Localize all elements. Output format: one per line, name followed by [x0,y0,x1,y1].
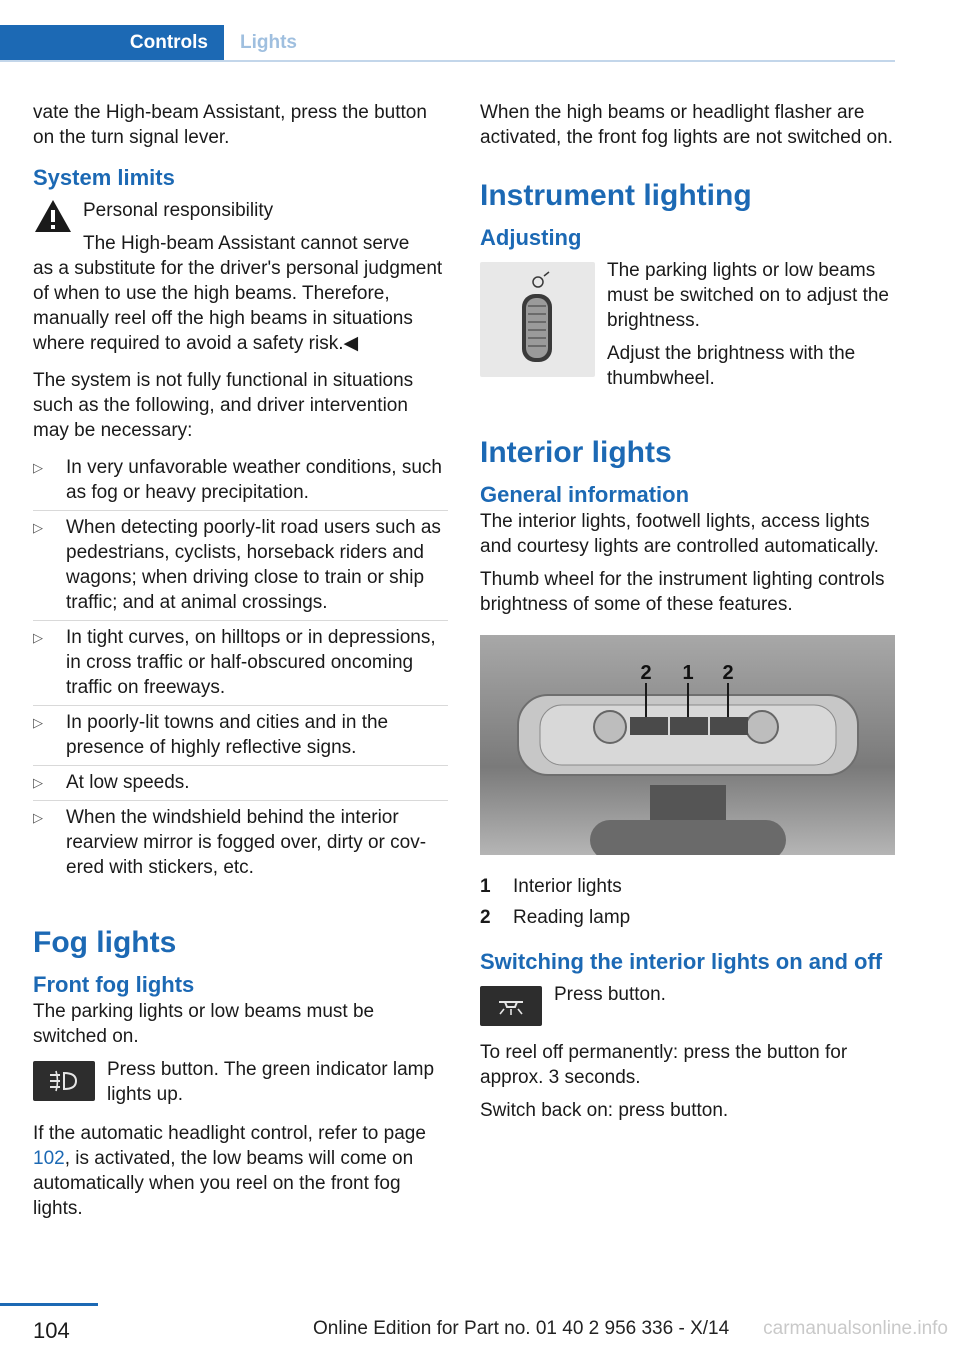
warning-block [33,198,448,356]
system-limits-heading: System limits [33,165,175,190]
page-number: 104 [33,1318,70,1343]
legend-label: Reading lamp [513,907,631,928]
list-item [33,766,448,801]
list-item [33,621,448,706]
general-text-2: Thumb wheel for the instrument lighting controls brightness of some of these features. [480,569,885,615]
general-text-1: The interior lights, footwell lights, access lights and courtesy lights are controlled automatically. [480,511,879,557]
list-item-text: In poorly-lit towns and cities and in the presence of highly reflective signs. [66,712,389,758]
header-subsection-tab[interactable]: Lights [240,32,297,53]
legend-number: 2 [480,907,491,928]
interior-lights-heading: Interior lights [480,436,672,469]
photo-callout: 1 [682,662,694,684]
fog-lights-heading: Fog lights [33,926,177,959]
switching-text: Press button. [554,984,666,1005]
auto-text-b: , is activated, the low beams will come on automatically when you reel on the front fog lights. [33,1148,414,1219]
auto-headlight-text [33,1121,448,1221]
list-item-text: In very unfavorable weather conditions, such as fog or heavy precipitation. [66,457,442,503]
warning-icon [33,198,73,234]
thumbwheel-icon [480,262,595,377]
list-item-text: When detecting poorly-lit road users such as pedestrians, cyclists, horseback riders and wagons; when driving close to train or ship traffic; and at animal crossings. [66,517,441,613]
bullet-triangle-icon: ▷ [33,630,43,645]
list-item [33,451,448,511]
left-column [33,100,448,1229]
bullet-triangle-icon: ▷ [33,810,43,825]
footer-rule [0,1303,98,1306]
limits-list [33,451,448,885]
list-item-text: In tight curves, on hilltops or in depressions, in cross traffic or half-obscured oncoming traffic on freeways. [66,627,436,698]
high-beam-text: When the high beams or headlight flasher are activated, the front fog lights are not switched on. [480,102,893,148]
right-column [480,100,895,1131]
adjusting-heading: Adjusting [480,225,582,250]
legend-label: Interior lights [513,876,622,897]
header-section-tab[interactable]: Controls [0,25,224,61]
front-fog-text: The parking lights or low beams must be switched on. [33,1001,375,1047]
header-rule [0,60,895,62]
photo-callout: 2 [722,662,734,684]
warning-text-first: The High-beam Assistant cannot serve [83,233,410,254]
legend-number: 1 [480,876,491,897]
photo-callout: 2 [640,662,652,684]
warning-text-rest: as a substitute for the driver's personal judgment of when to use the high beams. Therefore, manually reel off the high beams in situations where required to avoid a safety risk.◀ [33,258,443,354]
list-item [33,511,448,621]
legend-row [480,874,895,899]
adjust-text-1: The parking lights or low beams must be switched on to adjust the brightness. [607,260,889,331]
edition-text: Online Edition for Part no. 01 40 2 956 336 - X/14 [313,1318,730,1339]
list-item [33,801,448,885]
switch-back-text: Switch back on: press button. [480,1100,729,1121]
limits-intro: The system is not fully functional in situations such as the following, and driver intervention may be necessary: [33,370,414,441]
bullet-triangle-icon: ▷ [33,715,43,730]
switching-heading: Switching the interior lights on and off [480,949,883,974]
instrument-lighting-heading: Instrument lighting [480,179,752,212]
list-item [33,706,448,766]
overhead-console-photo [480,635,895,855]
list-item-text: At low speeds. [66,772,190,793]
adjust-text-2: Adjust the brightness with the thumbwheel. [607,343,856,389]
auto-text-a: If the automatic headlight control, refer to page [33,1123,426,1144]
warning-title: Personal responsibility [83,200,274,221]
bullet-triangle-icon: ▷ [33,775,43,790]
legend-row [480,905,895,930]
front-fog-heading: Front fog lights [33,972,195,997]
intro-text: vate the High-beam Assistant, press the button on the turn signal lever. [33,102,427,148]
fog-light-button-icon [33,1061,95,1101]
fog-button-text: Press button. The green indicator lamp lights up. [107,1059,435,1105]
page-link[interactable]: 102 [33,1148,65,1169]
reel-off-text: To reel off permanently: press the button for approx. 3 seconds. [480,1042,848,1088]
interior-light-button-icon [480,986,542,1026]
watermark: carmanualsonline.info [763,1318,948,1339]
bullet-triangle-icon: ▷ [33,520,43,535]
list-item-text: When the windshield behind the interior rearview mirror is fogged over, dirty or covered with stickers, etc. [66,807,427,878]
bullet-triangle-icon: ▷ [33,460,43,475]
general-information-heading: General information [480,482,690,507]
